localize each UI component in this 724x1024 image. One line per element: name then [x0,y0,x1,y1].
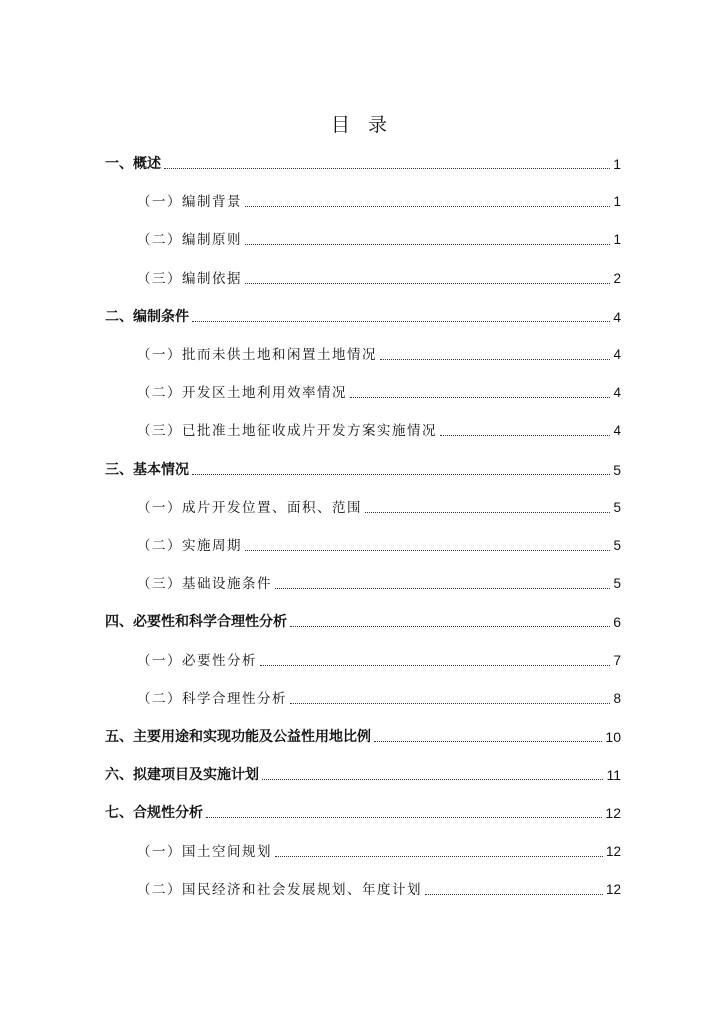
toc-entry[interactable] [137,227,621,249]
toc-entry[interactable] [105,304,621,326]
toc-entry[interactable] [137,342,621,364]
toc-leader-dots [245,549,610,551]
toc-page-number: 5 [613,461,621,478]
toc-page-number: 1 [613,194,621,210]
toc-leader-dots [192,320,610,322]
toc-leader-dots [425,893,603,895]
toc-entry-label: （一）必要性分析 [137,652,257,669]
toc-page-number: 7 [613,652,621,668]
toc-page-number: 8 [613,690,621,706]
toc-leader-dots [245,243,610,245]
toc-entry-label: 七、合规性分析 [105,805,203,822]
toc-entry-label: 一、概述 [105,156,161,172]
toc-entry[interactable] [105,762,621,784]
toc-leader-dots [380,358,610,360]
toc-page-number: 1 [613,232,621,248]
toc-leader-dots [260,664,610,666]
toc-entry-label: 四、必要性和科学合理性分析 [105,614,287,631]
toc-page-number: 4 [613,347,621,362]
toc-leader-dots [164,167,610,169]
toc-entry-label: （一）编制背景 [137,194,242,211]
toc-leader-dots [350,396,610,398]
toc-entry-label: 三、基本情况 [105,461,189,478]
toc-entry-label: （一）成片开发位置、面积、范围 [137,499,362,516]
toc-page-number: 12 [605,805,621,822]
toc-entry[interactable] [105,724,621,746]
toc-entry-label: （二）实施周期 [137,538,242,554]
toc-leader-dots [365,511,610,513]
toc-entry-label: （三）编制依据 [137,270,242,287]
toc-entry-label: （三）已批准土地征收成片开发方案实施情况 [137,423,437,440]
toc-entry[interactable] [137,571,621,593]
toc-entry-label: 二、编制条件 [105,308,189,325]
toc-page-number: 11 [606,767,621,784]
toc-entry-label: （二）编制原则 [137,232,242,249]
toc-page-number: 5 [613,538,621,553]
toc-entry[interactable] [105,457,621,479]
toc-leader-dots [374,740,602,742]
toc-page-number: 10 [605,729,621,745]
toc-leader-dots [440,434,610,436]
toc-entry-label: 五、主要用途和实现功能及公益性用地比例 [105,729,371,745]
toc-entry[interactable] [137,189,621,211]
toc-page-number: 6 [613,614,621,631]
toc-leader-dots [245,205,610,207]
toc-entry-label: 六、拟建项目及实施计划 [105,767,259,784]
toc-leader-dots [275,855,603,857]
toc-leader-dots [192,473,610,475]
toc-page-number: 1 [613,156,621,172]
toc-entry[interactable] [105,151,621,173]
toc-entry[interactable] [137,839,621,861]
toc-entry[interactable] [105,800,621,822]
toc-page-number: 5 [613,499,621,515]
toc-page-number: 4 [613,385,621,401]
toc-page-number: 4 [613,423,621,439]
toc-entry[interactable] [137,648,621,670]
toc-entry[interactable] [137,266,621,288]
toc-entry[interactable] [137,380,621,402]
toc-leader-dots [290,625,610,627]
toc-entry-label: （一）批而未供土地和闲置土地情况 [137,347,377,363]
toc-entry[interactable] [137,418,621,440]
toc-entry[interactable] [137,686,621,708]
toc-page-number: 5 [613,576,621,592]
toc-leader-dots [206,816,602,818]
toc-entry-label: （一）国土空间规划 [137,843,272,860]
toc-entry-label: （二）开发区土地利用效率情况 [137,385,347,402]
toc-page-number: 12 [605,843,621,859]
toc-entry[interactable] [137,877,621,899]
toc-entry[interactable] [105,609,621,631]
toc-page-number: 2 [613,270,621,286]
toc-leader-dots [245,282,610,284]
toc-entry[interactable] [137,495,621,517]
toc-entry-label: （二）科学合理性分析 [137,690,287,707]
toc-page-number: 4 [613,308,621,325]
toc-entry-label: （三）基础设施条件 [137,576,272,593]
toc-leader-dots [262,778,603,780]
toc-leader-dots [290,702,610,704]
toc-leader-dots [275,587,610,589]
toc-page-number: 12 [605,881,621,897]
toc-entry[interactable] [137,533,621,555]
toc-title: 目 录 [330,114,394,136]
toc-entry-label: （二）国民经济和社会发展规划、年度计划 [137,881,422,898]
